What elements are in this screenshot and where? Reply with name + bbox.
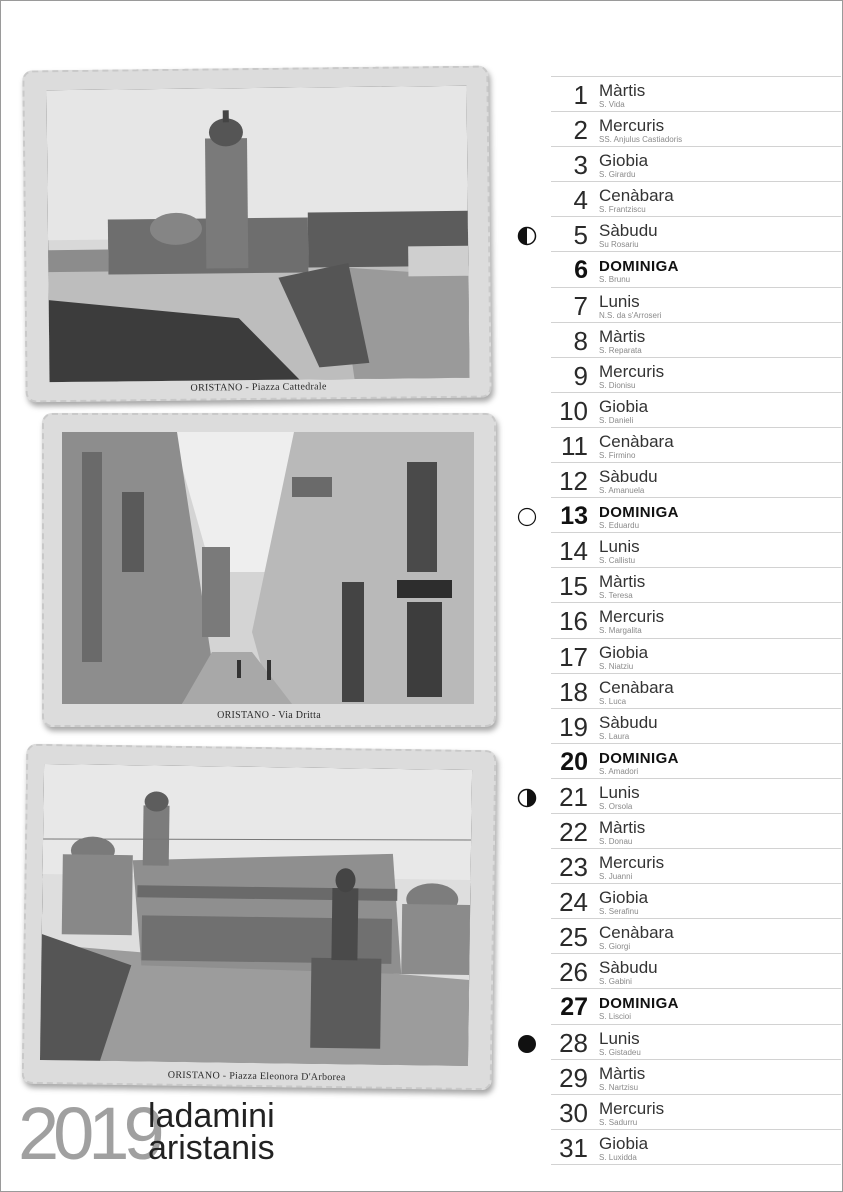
day-number: 23 [559,852,588,883]
photo-caption: ORISTANO - Via Dritta [217,710,321,721]
saint-name: N.S. da s'Arroseri [599,310,662,320]
saint-name: S. Liscioi [599,1012,632,1022]
day-number: 16 [559,606,588,637]
saint-name: S. Juanni [599,872,633,882]
saint-name: S. Callistu [599,556,636,566]
day-list [551,76,841,1165]
title-line-1: ladamini [148,1097,275,1135]
day-row [551,988,841,1023]
saint-name: S. Reparata [599,345,642,355]
day-row [551,497,841,532]
day-row [551,883,841,918]
weekday-name: DOMINIGA [599,504,679,522]
weekday-name: Cenàbara [599,431,674,451]
day-number: 21 [559,781,588,812]
weekday-name: Giobia [599,396,649,416]
photo-piazza-cattedrale [46,86,469,382]
saint-name: SS. Anjulus Castiadoris [599,135,683,145]
weekday-name: Sàbudu [599,712,658,732]
weekday-name: Màrtis [599,1063,646,1083]
day-number: 20 [560,747,588,776]
day-row [551,953,841,988]
saint-name: S. Sadurru [599,1117,638,1127]
day-row [551,76,841,111]
day-row [551,1024,841,1059]
day-number: 17 [559,641,588,672]
day-row [551,673,841,708]
day-row [551,778,841,813]
saint-name: S. Amadori [599,766,639,776]
day-number: 14 [559,536,588,567]
day-row [551,1094,841,1129]
day-row [551,532,841,567]
day-number: 29 [559,1062,588,1093]
weekday-name: Sàbudu [599,958,658,978]
saint-name: S. Firmino [599,450,636,460]
day-row [551,638,841,673]
day-row [551,1059,841,1094]
saint-name: S. Laura [599,731,630,741]
saint-name: S. Danieli [599,415,634,425]
weekday-name: DOMINIGA [599,258,679,276]
day-row [551,743,841,778]
weekday-name: Lunis [599,537,640,557]
weekday-name: Lunis [599,782,640,802]
day-number: 7 [573,290,588,321]
day-number: 3 [573,150,588,181]
saint-name: S. Vida [599,100,625,109]
saint-name: S. Gistadeu [599,1047,641,1057]
moon-phase-first-quarter-icon [517,226,537,246]
saint-name: S. Dionisu [599,380,636,390]
weekday-name: Mercuris [599,853,665,873]
day-number: 26 [559,957,588,988]
weekday-name: Sàbudu [599,221,658,241]
day-row [551,216,841,251]
weekday-name: DOMINIGA [599,749,679,767]
day-row [551,462,841,497]
weekday-name: Mercuris [599,607,665,627]
saint-name: S. Eduardu [599,521,640,531]
day-number: 5 [573,220,588,251]
day-row [551,602,841,637]
day-number: 19 [559,711,588,742]
day-number: 10 [559,395,588,426]
photo-caption: ORISTANO - Piazza Eleonora D'Arborea [167,1069,346,1084]
saint-name: S. Giorgi [599,942,631,952]
saint-name: S. Girardu [599,170,636,180]
day-number: 11 [561,430,588,461]
weekday-name: Lunis [599,1028,640,1048]
photo-card-piazza-cattedrale [22,66,491,403]
day-number: 15 [559,571,588,602]
saint-name: S. Orsola [599,801,633,811]
saint-name: S. Serafinu [599,907,639,917]
calendar-title [148,1097,275,1167]
photo-via-dritta [62,432,474,704]
photo-card-via-dritta [42,413,496,727]
day-number: 25 [559,922,588,953]
day-row [551,181,841,216]
moon-phase-full-icon [517,507,537,527]
day-row [551,918,841,953]
day-row [551,251,841,286]
day-row [551,848,841,883]
weekday-name: Cenàbara [599,186,674,206]
day-row [551,287,841,322]
saint-name: S. Luxidda [599,1152,637,1162]
saint-name: S. Niatziu [599,661,634,671]
weekday-name: Mercuris [599,116,665,136]
day-row [551,357,841,392]
day-number: 22 [559,816,588,847]
weekday-name: Cenàbara [599,677,674,697]
day-number: 13 [560,502,588,531]
weekday-name: Lunis [599,291,640,311]
weekday-name: DOMINIGA [599,995,679,1013]
saint-name: Su Rosariu [599,240,639,250]
weekday-name: Giobia [599,151,649,171]
saint-name: S. Luca [599,696,627,706]
day-row [551,1129,841,1165]
day-number: 8 [573,325,588,356]
day-number: 9 [573,360,588,391]
saint-name: S. Margalita [599,626,642,636]
moon-phase-new-icon [517,1034,537,1054]
day-number: 18 [559,676,588,707]
day-number: 12 [559,466,588,497]
saint-name: S. Donau [599,836,633,846]
saint-name: S. Amanuela [599,486,645,496]
photo-piazza-eleonora [40,764,472,1066]
day-row [551,708,841,743]
weekday-name: Cenàbara [599,923,674,943]
day-row [551,392,841,427]
weekday-name: Màrtis [599,326,646,346]
weekday-name: Sàbudu [599,467,658,487]
saint-name: S. Frantziscu [599,205,646,215]
photo-caption: ORISTANO - Piazza Cattedrale [190,381,327,394]
day-row [551,322,841,357]
weekday-name: Màrtis [599,572,646,592]
saint-name: S. Brunu [599,275,631,285]
weekday-name: Mercuris [599,1098,665,1118]
day-row [551,567,841,602]
day-row [551,427,841,462]
weekday-name: Màrtis [599,81,646,100]
day-number: 1 [573,80,588,110]
day-number: 30 [559,1097,588,1128]
weekday-name: Màrtis [599,817,646,837]
day-row [551,111,841,146]
day-number: 28 [559,1027,588,1058]
day-number: 24 [559,887,588,918]
calendar-year: 2019 [18,1092,159,1175]
saint-name: S. Teresa [599,591,633,601]
day-number: 6 [574,256,588,285]
saint-name: S. Gabini [599,977,632,987]
title-line-2: aristanis [148,1129,275,1167]
saint-name: S. Nartzisu [599,1082,639,1092]
day-row [551,813,841,848]
day-row [551,146,841,181]
weekday-name: Mercuris [599,361,665,381]
weekday-name: Giobia [599,888,649,908]
weekday-name: Giobia [599,1133,649,1153]
moon-phase-last-quarter-icon [517,788,537,808]
day-number: 27 [560,993,588,1022]
day-number: 31 [559,1132,588,1163]
weekday-name: Giobia [599,642,649,662]
day-number: 2 [573,115,588,146]
day-number: 4 [573,185,588,216]
photo-card-piazza-eleonora [22,744,497,1091]
